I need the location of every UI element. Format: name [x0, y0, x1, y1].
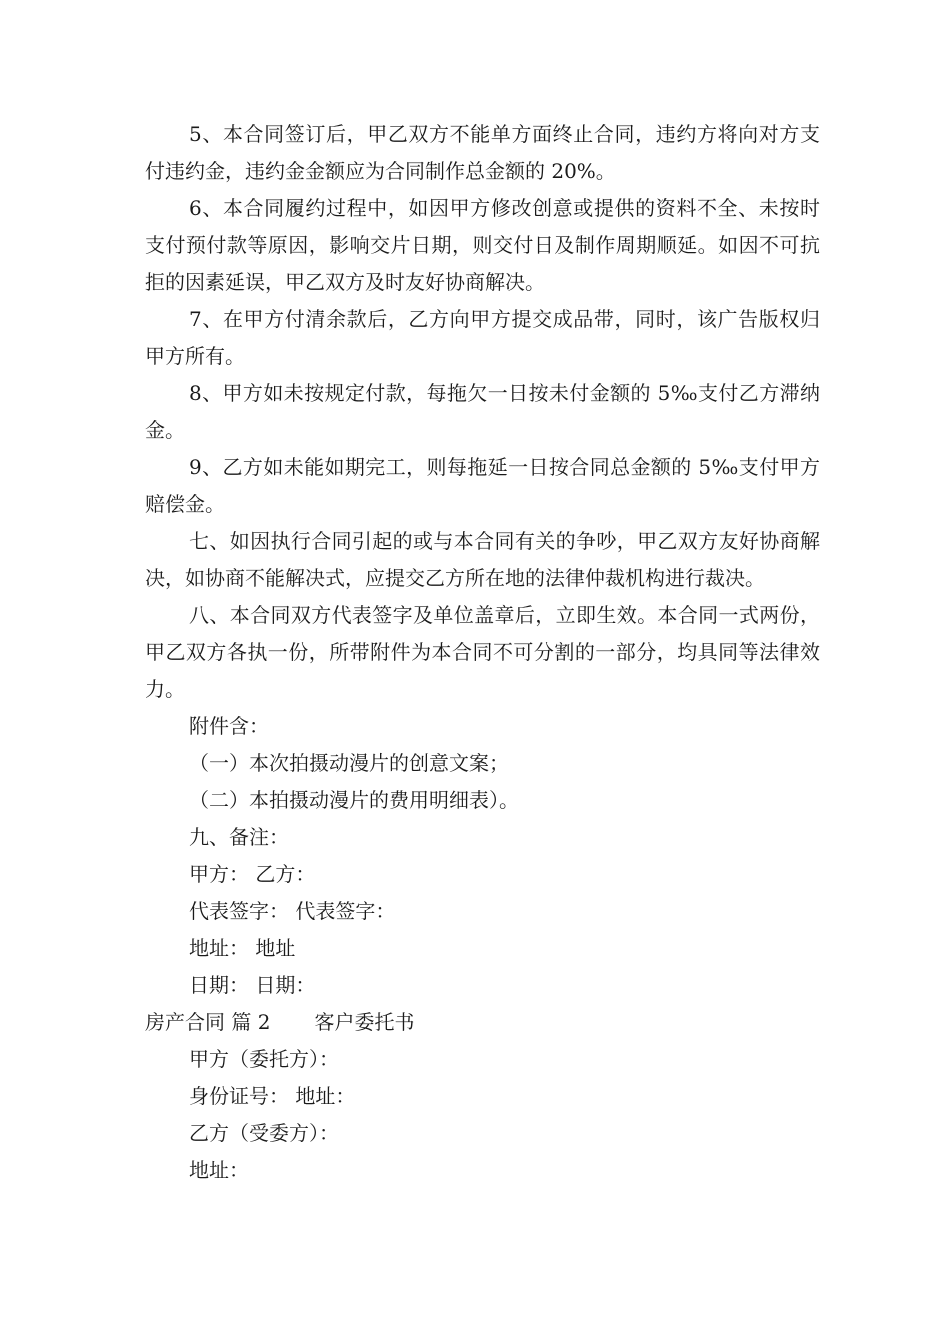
address-line: 地址： 地址	[189, 936, 296, 960]
signature-line: 代表签字： 代表签字：	[189, 899, 396, 923]
clause-7: 7、在甲方付清余款后，乙方向甲方提交成品带，同时，该广告版权归甲方所有。	[145, 307, 820, 368]
heading-title: 房产合同 篇 2	[145, 1010, 271, 1034]
section-heading	[145, 1004, 820, 1041]
heading-subtitle: 客户委托书	[314, 1010, 415, 1034]
agent-party-line: 乙方（受委方）：	[189, 1121, 339, 1145]
document-body	[145, 116, 820, 1189]
attachment-item-2: （二）本拍摄动漫片的费用明细表）。	[189, 788, 519, 812]
clause-9: 9、乙方如未能如期完工，则每拖延一日按合同总金额的 5‰支付甲方赔偿金。	[145, 455, 820, 516]
attachment-item-1: （一）本次拍摄动漫片的创意文案；	[189, 751, 509, 775]
client-party-line: 甲方（委托方）：	[189, 1047, 339, 1071]
clause-5: 5、本合同签订后，甲乙双方不能单方面终止合同，违约方将向对方支付违约金，违约金金额应为合同制作总金额的 20%。	[145, 122, 820, 183]
date-line: 日期： 日期：	[189, 973, 316, 997]
clause-6: 6、本合同履约过程中，如因甲方修改创意或提供的资料不全、未按时支付预付款等原因，影响交片日期，则交付日及制作周期顺延。如因不可抗拒的因素延误，甲乙双方及时友好协商解决。	[145, 196, 820, 294]
attachments-label: 附件含：	[189, 714, 269, 738]
id-address-line: 身份证号： 地址：	[189, 1084, 356, 1108]
clause-8: 8、甲方如未按规定付款，每拖欠一日按未付金额的 5‰支付乙方滞纳金。	[145, 381, 820, 442]
remarks-line: 九、备注：	[189, 825, 289, 849]
section-8-effect: 八、本合同双方代表签字及单位盖章后，立即生效。本合同一式两份，甲乙双方各执一份，所带附件为本合同不可分割的一部分，均具同等法律效力。	[145, 603, 820, 701]
section-7-dispute: 七、如因执行合同引起的或与本合同有关的争吵，甲乙双方友好协商解决，如协商不能解决式，应提交乙方所在地的法律仲裁机构进行裁决。	[145, 529, 820, 590]
agent-address-line: 地址：	[189, 1158, 249, 1182]
party-line: 甲方： 乙方：	[189, 862, 316, 886]
